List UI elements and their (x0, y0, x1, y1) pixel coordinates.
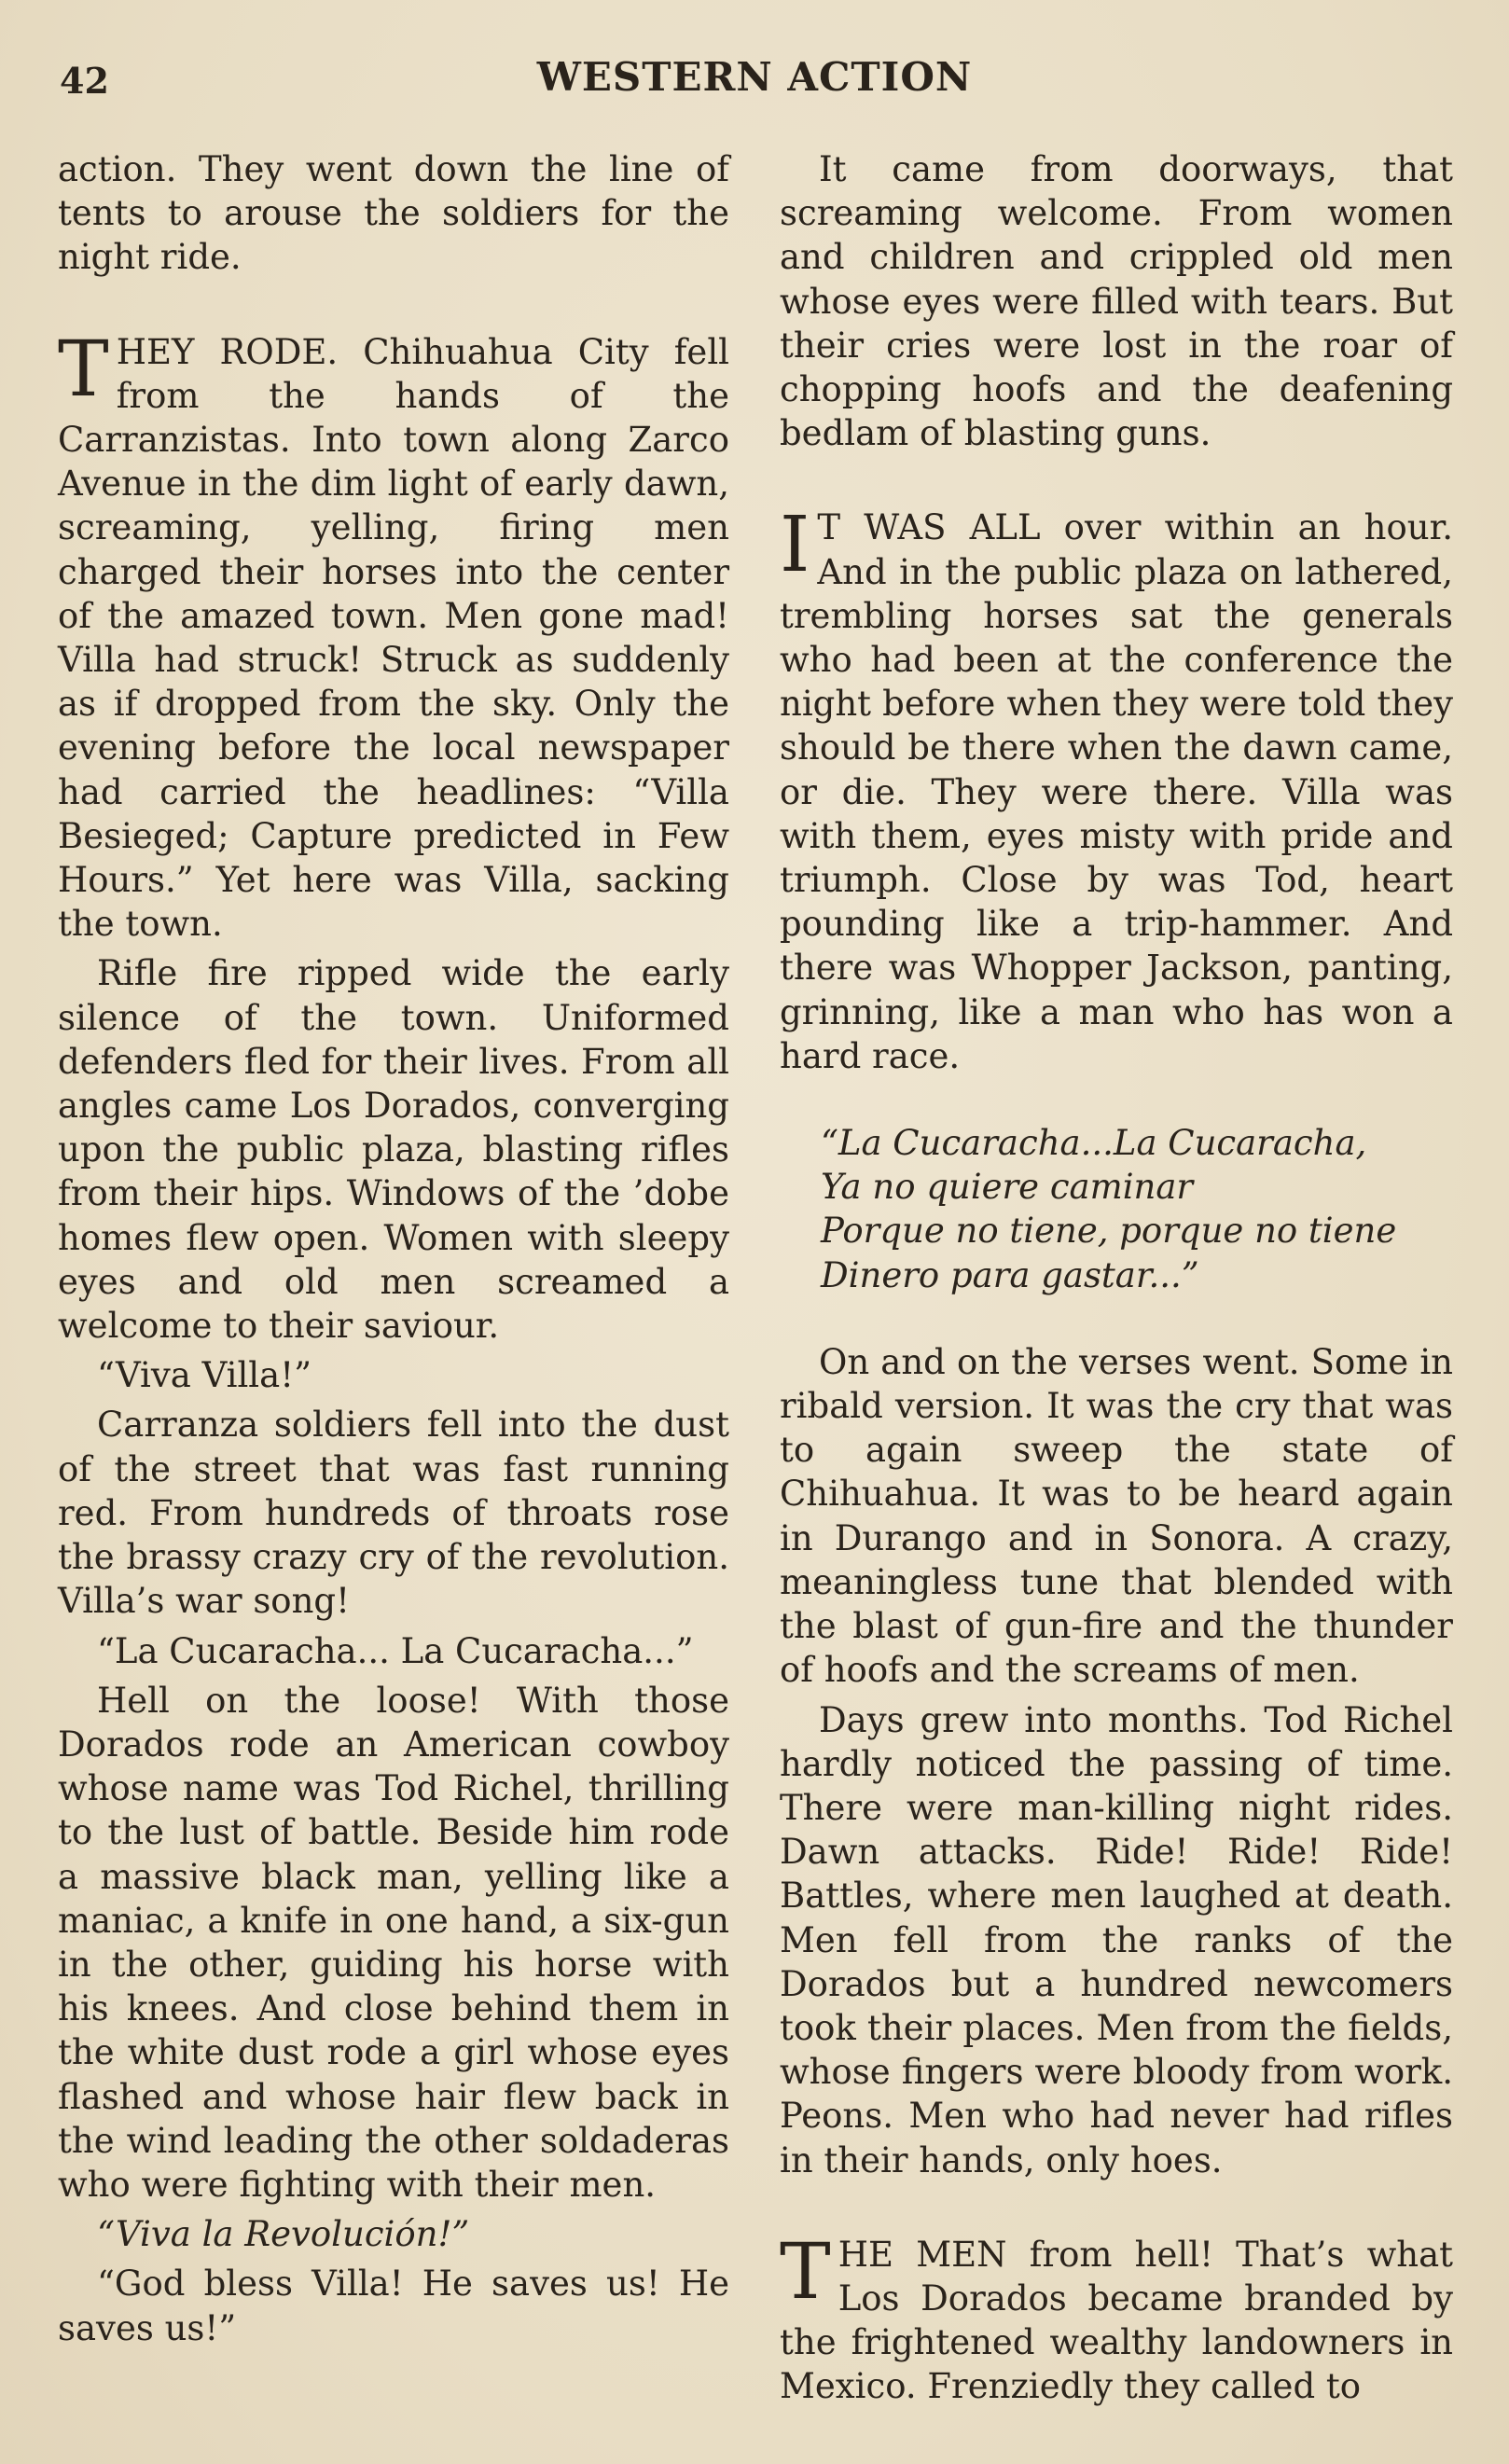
drop-cap: T (780, 2227, 831, 2317)
paragraph-text: HEY RODE. Chihuahua City fell from the hands of the Carranzistas. Into town along Zarco Avenue in the dim light of early dawn, screaming, yelling, firing men charged their horses into the center of the amazed town. Men gone mad! Villa had struck! Struck as suddenly as if dropped from the sky. Only the evening before the local newspaper had carried the headlines: “Villa Besieged; Capture predicted in Few Hours.” Yet here was Villa, sacking the town. (58, 331, 729, 945)
song-line: “La Cucaracha...La Cucaracha, (821, 1123, 1367, 1164)
paragraph-text: T WAS ALL over within an hour. And in the public plaza on lathered, trembling horses sat the generals who had been at the conference the night before when they were told they should be there when the dawn came, or die. They were there. Villa was with them, eyes misty with pride and triumph. Close by was Tod, heart pounding like a trip-hammer. And there was Whopper Jackson, panting, grinning, like a man who has won a hard race. (780, 507, 1453, 1076)
paragraph: action. They went down the line of tents to arouse the soldiers for the night ride. (58, 149, 729, 278)
paragraph: “God bless Villa! He saves us! He saves us!” (58, 2263, 729, 2348)
song-line: Porque no tiene, porque no tiene (821, 1211, 1397, 1252)
running-title: WESTERN ACTION (536, 54, 973, 100)
section-opening-paragraph (780, 501, 1453, 1078)
drop-cap: T (58, 325, 109, 414)
paragraph: “Viva Villa!” (97, 1355, 311, 1396)
left-column (58, 147, 729, 2350)
paragraph: Carranza soldiers fell into the dust of the street that was fast running red. From hundreds of throats rose the brassy crazy cry of the revolution. Villa’s war song! (58, 1405, 729, 1622)
paragraph: “La Cucaracha... La Cucaracha...” (97, 1630, 694, 1671)
drop-cap: I (780, 501, 810, 590)
paragraph-text: HE MEN from hell! That’s what Los Dorados became branded by the frightened wealthy landowners in Mexico. Frenziedly they called to (780, 2234, 1453, 2407)
paragraph: Hell on the loose! With those Dorados rode an American cowboy whose name was Tod Richel, thrilling to the lust of battle. Beside him rode a massive black man, yelling like a maniac, a knife in one hand, a six-gun in the other, guiding his horse with his knees. And close behind them in the white dust rode a girl whose eyes flashed and whose hair flew back in the wind leading the other soldaderas who were fighting with their men. (58, 1680, 729, 2205)
page-header (0, 54, 1509, 110)
paragraph: It came from doorways, that screaming welcome. From women and children and crippled old men whose eyes were filled with tears. But their cries were lost in the roar of chopping hoofs and the deafening bedlam of blasting guns. (780, 149, 1453, 454)
paragraph: On and on the verses went. Some in ribald version. It was the cry that was to again sweep the state of Chihuahua. It was to be heard again in Durango and in Sonora. A crazy, meaningless tune that blended with the blast of gun-fire and the thunder of hoofs and the screams of men. (780, 1341, 1453, 1691)
section-opening-paragraph (58, 325, 729, 947)
song-verse (821, 1121, 1453, 1297)
song-line: Ya no quiere caminar (821, 1167, 1194, 1208)
right-column (780, 147, 1453, 2409)
paragraph: “Viva la Revolución!” (97, 2214, 470, 2255)
paragraph: Days grew into months. Tod Richel hardly noticed the passing of time. There were man-killing night rides. Dawn attacks. Ride! Ride! Ride! Battles, where men laughed at death. Men fell from the ranks of the Dorados but a hundred newcomers took their places. Men from the fields, whose fingers were bloody from work. Peons. Men who had never had rifles in their hands, only hoes. (780, 1699, 1453, 2180)
page-number: 42 (60, 60, 109, 102)
paragraph: Rifle fire ripped wide the early silence of the town. Uniformed defenders fled for their lives. From all angles came Los Dorados, converging upon the public plaza, blasting rifles from their hips. Windows of the ’dobe homes flew open. Women with sleepy eyes and old men screamed a welcome to their saviour. (58, 953, 729, 1347)
section-opening-paragraph (780, 2227, 1453, 2409)
song-line: Dinero para gastar...” (821, 1254, 1199, 1295)
